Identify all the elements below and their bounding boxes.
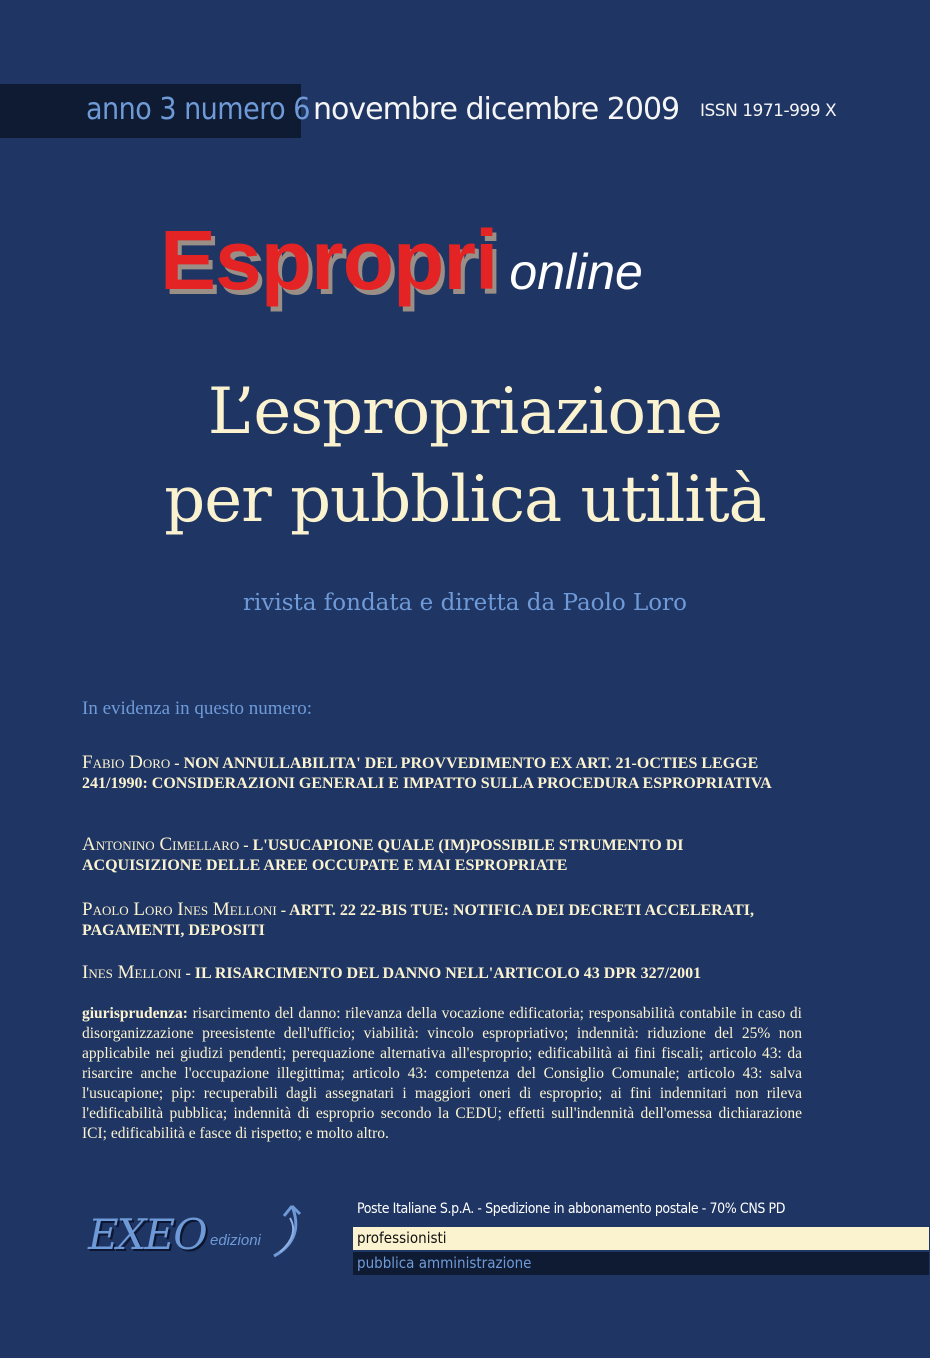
- article-author: Antonino Cimellaro: [82, 834, 240, 855]
- article-author: Fabio Doro: [82, 752, 171, 773]
- masthead: [160, 212, 643, 309]
- cover-title: [0, 368, 930, 544]
- giurisprudenza-summary: [82, 1004, 802, 1144]
- article-title: - ARTT. 22 22-BIS TUE: NOTIFICA DEI DECRETI ACCELERATI, PAGAMENTI, DEPOSITI: [82, 902, 754, 939]
- article-item: [82, 834, 772, 876]
- audience-band-professionals: [353, 1227, 929, 1250]
- article-author: Ines Melloni: [82, 962, 182, 983]
- publisher-logo: [88, 1200, 308, 1270]
- issue-date: novembre dicembre 2009: [313, 92, 680, 127]
- article-title: - NON ANNULLABILITA' DEL PROVVEDIMENTO EX ART. 21-OCTIES LEGGE 241/1990: CONSIDERAZIONI GENERALI E IMPATTO SULLA PROCEDURA ESPROPRIATIVA: [82, 755, 772, 792]
- cover-subtitle: rivista fondata e diretta da Paolo Loro: [243, 590, 687, 616]
- audience-label: professionisti: [357, 1229, 447, 1247]
- article-item: [82, 962, 772, 984]
- article-author: Paolo Loro Ines Melloni: [82, 899, 277, 920]
- masthead-main: Espropri: [160, 213, 498, 307]
- swoosh-icon: [270, 1200, 306, 1260]
- publisher-logo-text: EXEO: [88, 1210, 206, 1259]
- audience-label: pubblica amministrazione: [357, 1254, 532, 1272]
- masthead-sub: online: [509, 244, 643, 300]
- giurisprudenza-text: risarcimento del danno: rilevanza della vocazione edificatoria; responsabilità contabile in caso di disorganizzazione preesistente dell'ufficio; viabilità: vincolo espropriativo; indennità: riduzione del 25% non applicabile nei giudizi pendenti; perequazione alternativa all'esproprio; edificabilità ai fini fiscali; articolo 43: da risarcire anche l'occupazione illegittima; articolo 43: competenza del Consiglio Comunale; articolo 43: salva l'usucapione; pip: recuperabili dagli assegnatari i maggiori oneri di esproprio; ai fini indennitari non rileva l'edificabilità pubblica; indennità di esproprio secondo la CEDU; effetti sull'indennità dell'omessa dichiarazione ICI; edificabilità e fasce di rispetto; e molto altro.: [82, 1005, 802, 1142]
- publisher-logo-sub: edizioni: [210, 1232, 261, 1249]
- article-item: [82, 899, 772, 941]
- cover-title-line1: L’espropriazione: [207, 375, 723, 449]
- article-title: - IL RISARCIMENTO DEL DANNO NELL'ARTICOLO 43 DPR 327/2001: [181, 965, 702, 982]
- cover-title-line2: per pubblica utilità: [164, 463, 766, 537]
- issue-number: anno 3 numero 6: [86, 92, 310, 127]
- article-title: - L'USUCAPIONE QUALE (IM)POSSIBILE STRUMENTO DI ACQUISIZIONE DELLE AREE OCCUPATE E MAI ESPROPRIATE: [82, 837, 684, 874]
- postal-notice: Poste Italiane S.p.A. - Spedizione in abbonamento postale - 70% CNS PD: [357, 1201, 786, 1217]
- audience-band-pa: [353, 1252, 929, 1275]
- giurisprudenza-lead: giurisprudenza:: [82, 1005, 188, 1022]
- highlights-label: In evidenza in questo numero:: [82, 698, 313, 719]
- issn: ISSN 1971-999 X: [700, 101, 837, 121]
- article-item: [82, 752, 772, 794]
